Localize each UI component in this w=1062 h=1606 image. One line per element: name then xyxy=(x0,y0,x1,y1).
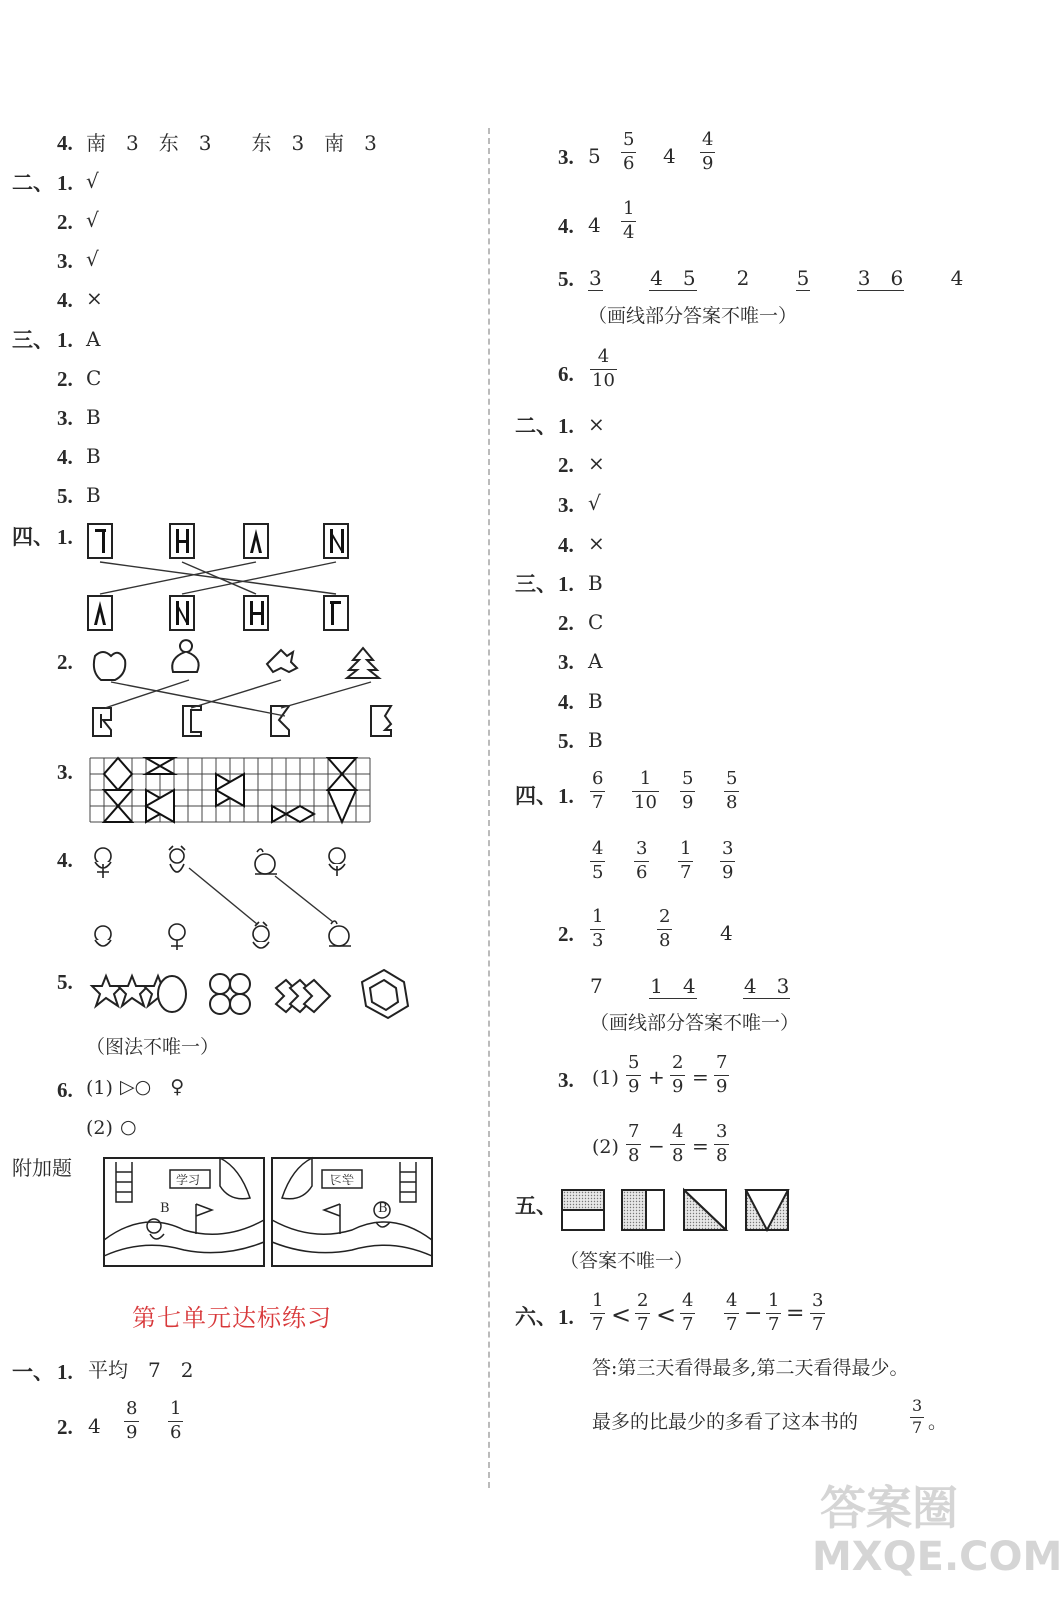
fraction: 5 9 xyxy=(628,1052,640,1097)
matching-cards-diagram xyxy=(80,520,370,635)
operator: + xyxy=(648,1065,665,1089)
item-number: 4. xyxy=(57,288,73,312)
note: （图法不唯一） xyxy=(86,1036,220,1058)
fraction: 4 9 xyxy=(702,129,714,174)
operator: = xyxy=(786,1301,805,1326)
item-number: 5. xyxy=(558,729,574,753)
answer-sentence: 答:第三天看得最多,第二天看得最少。 xyxy=(592,1357,909,1379)
note: （答案不唯一） xyxy=(560,1250,694,1272)
answer-value: B xyxy=(588,571,603,595)
sub-item-label: (2) xyxy=(592,1136,619,1158)
watermark-logo: 答案圈 xyxy=(820,1481,958,1535)
fraction: 1 3 xyxy=(592,906,604,951)
answer-value: A xyxy=(588,649,603,673)
item-number: 4. xyxy=(558,533,574,557)
answer-value: 4 xyxy=(663,144,676,168)
grid-figure-diagram xyxy=(90,758,375,830)
item-number: 3. xyxy=(558,493,574,517)
fraction: 5 8 xyxy=(726,768,738,813)
number-sequence: 3 4 5 2 5 3 6 4 xyxy=(589,266,964,290)
item-number: 3. xyxy=(57,406,73,430)
item-number: 4. xyxy=(558,690,574,714)
answer-text: 平均 7 2 xyxy=(88,1358,194,1382)
fraction: 4 7 xyxy=(726,1290,738,1335)
note: （画线部分答案不唯一） xyxy=(590,1012,800,1034)
item-number: 1. xyxy=(57,171,73,195)
bonus-label: 附加题 xyxy=(12,1156,72,1180)
fraction: 1 10 xyxy=(634,768,657,813)
fraction: 3 7 xyxy=(812,1290,824,1335)
unit-title: 第七单元达标练习 xyxy=(132,1304,332,1332)
fraction: 4 8 xyxy=(672,1121,684,1166)
section-label: 四、 xyxy=(12,525,54,549)
item-number: 5. xyxy=(57,970,73,994)
operator: = xyxy=(692,1065,709,1089)
column-divider xyxy=(488,128,490,1488)
note: （画线部分答案不唯一） xyxy=(588,305,798,327)
fraction: 4 10 xyxy=(592,346,615,391)
item-number: 2. xyxy=(558,453,574,477)
fraction: 4 7 xyxy=(682,1290,694,1335)
item-number: 1. xyxy=(57,525,73,549)
fraction: 3 6 xyxy=(636,838,648,883)
operator: = xyxy=(692,1134,709,1158)
item-number: 3. xyxy=(558,1068,574,1092)
answer-sentence: 最多的比最少的多看了这本书的 xyxy=(592,1411,859,1433)
item-number: 5. xyxy=(558,267,574,291)
fraction: 3 8 xyxy=(716,1121,728,1166)
section-label: 四、 xyxy=(515,784,557,808)
answer-value: B xyxy=(588,728,603,752)
item-number: 1. xyxy=(57,1360,73,1384)
fraction: 7 8 xyxy=(628,1121,640,1166)
symbol-answer: ▷○ ♀ xyxy=(120,1076,185,1098)
item-number: 1. xyxy=(558,414,574,438)
sign-text: 学习 xyxy=(176,1173,201,1187)
answer-value: √ xyxy=(86,169,99,193)
fraction: 1 7 xyxy=(592,1290,604,1335)
fraction: 2 8 xyxy=(659,906,671,951)
sign-text-mirrored: 学习 xyxy=(330,1173,355,1187)
fraction: 7 9 xyxy=(716,1052,728,1097)
answer-value: B xyxy=(86,483,101,507)
fraction: 1 6 xyxy=(170,1398,182,1443)
section-label: 二、 xyxy=(12,171,54,195)
fraction: 1 4 xyxy=(623,198,635,243)
fraction: 8 9 xyxy=(126,1398,138,1443)
answer-value: B xyxy=(588,689,603,713)
answer-value: A xyxy=(86,327,101,351)
watermark-url: MXQE.COM xyxy=(812,1534,1062,1580)
fraction: 6 7 xyxy=(592,768,604,813)
section-label: 六、 xyxy=(515,1305,557,1329)
answer-value: × xyxy=(86,286,103,310)
sub-item-label: (1) xyxy=(592,1067,619,1089)
period: 。 xyxy=(928,1411,948,1433)
sub-item-label: (2) xyxy=(86,1117,113,1139)
letter-label: B xyxy=(378,1201,388,1216)
item-number: 2. xyxy=(57,367,73,391)
answer-directions: 南 3 东 3 东 3 南 3 xyxy=(86,131,377,155)
item-number: 6. xyxy=(57,1078,73,1102)
fraction: 1 7 xyxy=(768,1290,780,1335)
operator: − xyxy=(744,1301,763,1326)
answer-value: 4 xyxy=(720,921,733,945)
shape-halves-diagram xyxy=(85,646,395,746)
item-number: 1. xyxy=(558,784,574,808)
section-label: 五、 xyxy=(515,1194,557,1218)
sub-item-label: (1) xyxy=(86,1077,113,1099)
item-number: 3. xyxy=(57,760,73,784)
answer-value: B xyxy=(86,444,101,468)
item-number: 2. xyxy=(558,922,574,946)
answer-value: × xyxy=(588,531,605,555)
item-number: 3. xyxy=(558,145,574,169)
answer-value: 5 xyxy=(588,144,601,168)
item-number: 2. xyxy=(57,650,73,674)
answer-value: √ xyxy=(86,247,99,271)
section-label: 三、 xyxy=(12,328,54,352)
shaded-squares-diagram xyxy=(560,1188,792,1234)
operator: < xyxy=(656,1301,677,1329)
answer-value: B xyxy=(86,405,101,429)
letter-label: B xyxy=(160,1201,170,1216)
operator: − xyxy=(648,1134,665,1158)
item-number: 1. xyxy=(558,572,574,596)
answer-value: C xyxy=(588,610,604,634)
symbol-answer: ○ xyxy=(120,1116,137,1138)
item-number: 4. xyxy=(57,445,73,469)
fraction: 3 9 xyxy=(722,838,734,883)
item-number: 2. xyxy=(558,611,574,635)
item-number: 4. xyxy=(57,848,73,872)
item-number: 2. xyxy=(57,210,73,234)
answer-value: √ xyxy=(588,491,601,515)
fraction: 5 6 xyxy=(623,129,635,174)
operator: < xyxy=(611,1301,632,1329)
item-number: 5. xyxy=(57,484,73,508)
item-number: 2. xyxy=(57,1415,73,1439)
fraction: 2 7 xyxy=(637,1290,649,1335)
item-number: 3. xyxy=(558,650,574,674)
item-number: 6. xyxy=(558,362,574,386)
fraction: 1 7 xyxy=(680,838,692,883)
item-number: 1. xyxy=(57,328,73,352)
section-label: 二、 xyxy=(515,414,557,438)
answer-value: × xyxy=(588,451,605,475)
animal-matching-diagram xyxy=(85,842,375,952)
answer-value: 4 xyxy=(588,213,601,237)
item-number: 4. xyxy=(558,214,574,238)
answer-value: √ xyxy=(86,208,99,232)
fraction: 2 9 xyxy=(672,1052,684,1097)
fraction: 4 5 xyxy=(592,838,604,883)
answer-value: × xyxy=(588,412,605,436)
fraction: 5 9 xyxy=(682,768,694,813)
section-label: 一、 xyxy=(12,1360,54,1384)
section-label: 三、 xyxy=(515,572,557,596)
item-number: 3. xyxy=(57,249,73,273)
fraction: 3 7 xyxy=(912,1396,923,1437)
number-sequence: 7 1 4 4 3 xyxy=(590,974,790,998)
pattern-figures-diagram xyxy=(88,966,418,1024)
answer-value: 4 xyxy=(88,1414,101,1438)
answer-value: C xyxy=(86,366,102,390)
item-number: 4. xyxy=(57,131,73,155)
item-number: 1. xyxy=(558,1305,574,1329)
